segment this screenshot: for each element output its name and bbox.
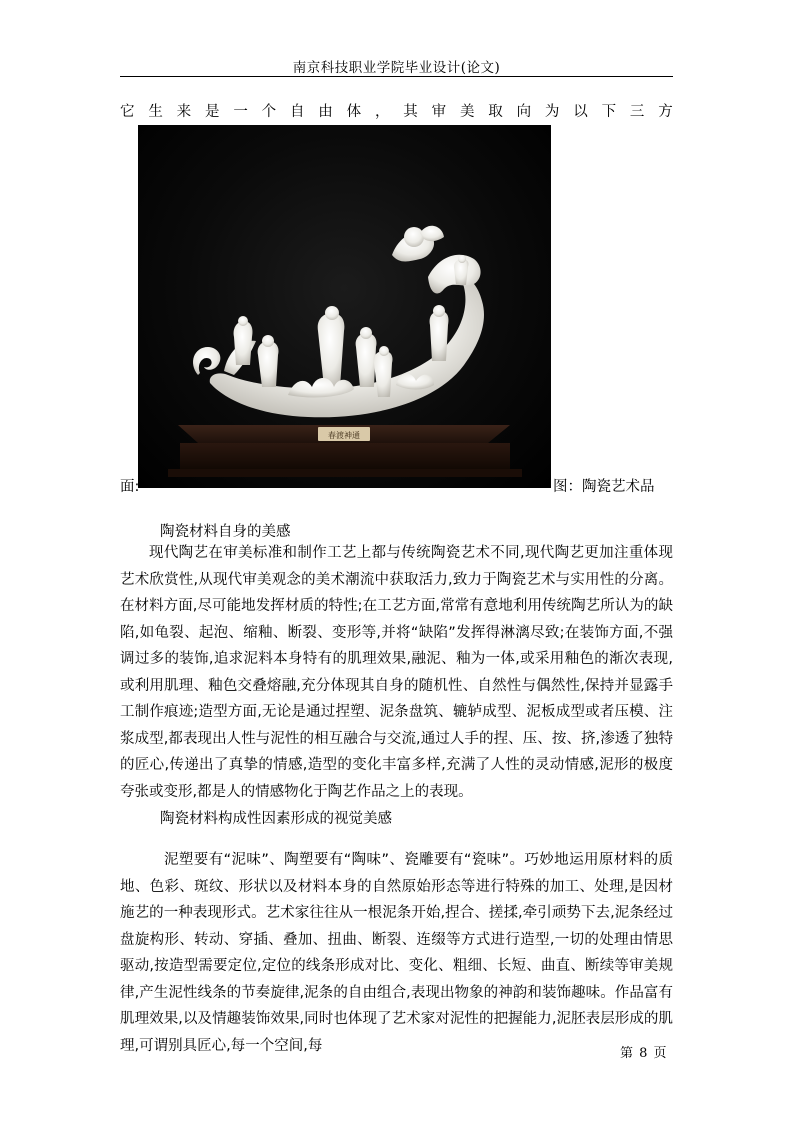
intro-char: 其 bbox=[403, 104, 418, 120]
intro-char: 由 bbox=[318, 104, 333, 120]
intro-char: 来 bbox=[176, 104, 192, 120]
intro-char: 以 bbox=[573, 104, 588, 120]
intro-char: 它 bbox=[120, 104, 135, 120]
section-title: 陶瓷材料自身的美感 bbox=[160, 524, 291, 540]
intro-char: 三 bbox=[629, 104, 645, 120]
plaque-text: 春渡神通 bbox=[328, 431, 360, 440]
intro-char: 向 bbox=[516, 104, 532, 120]
ceramic-artwork-photo bbox=[138, 125, 551, 488]
intro-spaced-line bbox=[120, 100, 673, 121]
section-paragraph: 泥塑要有“泥味”、陶塑要有“陶味”、瓷雕要有“瓷味”。巧妙地运用原材料的质地、色彩、斑纹、形状以及材料本身的自然原始形态等进行特殊的加工、处理,是因材施艺的一种表现形式。艺术家往往从一根泥条开始,捏合、搓揉,牵引顽势下去,泥条经过盘旋构形、转动、穿插、叠加、扭曲、断裂、连缀等方式进行造型,一切的处理由情思驱动,按造型需要定位,定位的线条形成对比、变化、粗细、长短、曲直、断续等审美规律,产生泥性线条的节奏旋律,泥条的自由组合,表现出物象的神韵和装饰趣味。作品富有肌理效果,以及情趣装饰效果,同时也体现了艺术家对泥性的把握能力,泥胚表层形成的肌理,可谓别具匠心,每一个空间,每 bbox=[120, 852, 673, 1054]
intro-char: 是 bbox=[204, 104, 220, 120]
intro-char: 美 bbox=[459, 104, 475, 120]
intro-char: ， bbox=[374, 104, 390, 120]
figure-lead-text: 面: bbox=[120, 479, 140, 495]
intro-char: 方 bbox=[658, 104, 673, 120]
intro-char: 个 bbox=[261, 104, 277, 120]
section-paragraph: 现代陶艺在审美标准和制作工艺上都与传统陶瓷艺术不同,现代陶艺更加注重体现艺术欣赏性,从现代审美观念的美术潮流中获取活力,致力于陶瓷艺术与实用性的分离。在材料方面,尽可能地发挥材质的特性;在工艺方面,常常有意地利用传统陶艺所认为的缺陷,如龟裂、起泡、缩釉、断裂、变形等,并将“缺陷”发挥得淋漓尽致;在装饰方面,不强调过多的装饰,追求泥料本身特有的肌理效果,融泥、釉为一体,或采用釉色的渐次表现,或利用肌理、釉色交叠熔融,充分体现其自身的随机性、自然性与偶然性,保持并显露手工制作痕迹;造型方面,无论是通过捏塑、泥条盘筑、辘轳成型、泥板成型或者压模、注浆成型,都表现出人性与泥性的相互融合与交流,通过人手的捏、压、按、挤,渗透了独特的匠心,传递出了真挚的情感,造型的变化丰富多样,充满了人性的灵动情感,泥形的极度夸张或变形,都是人的情感物化于陶艺作品之上的表现。 bbox=[120, 545, 673, 800]
intro-char: 一 bbox=[233, 104, 248, 120]
intro-char: 自 bbox=[289, 104, 305, 120]
intro-char: 审 bbox=[431, 104, 447, 120]
page-header-title: 南京科技职业学院毕业设计(论文) bbox=[292, 60, 501, 76]
section-title: 陶瓷材料构成性因素形成的视觉美感 bbox=[160, 811, 392, 827]
intro-char: 取 bbox=[488, 104, 503, 120]
header-divider bbox=[120, 76, 673, 77]
page-number: 第 8 页 bbox=[620, 1046, 668, 1061]
intro-char: 下 bbox=[601, 104, 617, 120]
intro-char: 生 bbox=[148, 104, 163, 120]
intro-char: 为 bbox=[544, 104, 560, 120]
figure-caption: 图：陶瓷艺术品 bbox=[553, 479, 655, 495]
intro-char: 体 bbox=[346, 104, 362, 120]
